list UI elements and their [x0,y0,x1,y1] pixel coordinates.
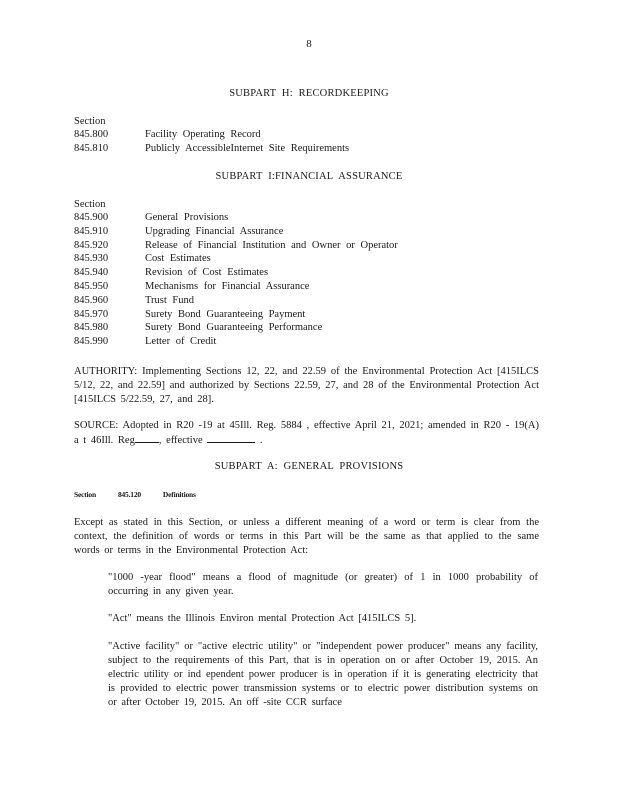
toc-section-number: 845.980 [74,322,109,334]
subpart-a-heading: SUBPART A: GENERAL PROVISIONS [214,461,404,472]
toc-row [74,128,554,142]
toc-section-title: Facility Operating Record [145,129,261,140]
section-title: Definitions [162,490,196,499]
toc-row [74,211,554,225]
blank-line [207,433,255,443]
toc-row [74,280,554,294]
toc-section-title: Trust Fund [145,294,195,306]
toc-section-number: 845.800 [74,129,109,140]
subpart-i-heading: SUBPART I:FINANCIAL ASSURANCE [215,171,403,182]
toc-row [74,142,554,156]
toc-row [74,308,554,322]
toc-section-title: Revision of Cost Estimates [145,267,269,279]
source-text-effective: , effective [158,435,203,446]
toc-section-number: 845.910 [74,225,109,237]
toc-section-title: General Provisions [145,212,229,223]
toc-section-number: 845.960 [74,294,109,306]
toc-row [74,225,554,239]
source-text-end: . [259,435,263,446]
authority-note: AUTHORITY: Implementing Sections 12, 22, and 22.59 of the Environmental Protection Act [415ILCS 5/12, 22, and 22.59] and authorized by Sections 22.59, 27, and 28 of the Environmental Protection Act [415ILCS 5/22.59, 27, and 28]. [74,366,539,405]
toc-section-title: Surety Bond Guaranteeing Payment [145,308,306,320]
page-number: 8 [306,38,312,50]
toc-section-number: 845.970 [74,308,109,320]
definition-item: "Act" means the Illinois Environ mental Protection Act [415ILCS 5]. [108,613,417,624]
subpart-h-toc [74,128,554,156]
subpart-h-heading: SUBPART H: RECORDKEEPING [229,88,389,99]
toc-section-title: Cost Estimates [145,253,211,265]
section-label: Section [74,490,96,499]
subpart-i-toc [74,211,554,349]
toc-row [74,266,554,280]
toc-section-number: 845.950 [74,280,109,292]
definition-item: "1000 -year flood" means a flood of magnitude (or greater) of 1 in 1000 probability of occurring in any given year. [108,572,538,597]
toc-section-number: 845.990 [74,336,109,348]
definition-item: "Active facility" or "active electric utility" or "independent power producer" means any facility, subject to the requirements of this Part, that is in operation on or after October 19, 2015. An electric utility or ind ependent power producer is in operation if it is generating electricity that is provided to electric power transmission systems or to electric power distribution systems on or after October 19, 2015. An off -site CCR surface [108,641,538,708]
source-text: SOURCE: Adopted in R20 -19 at 45Ill. Reg. 5884 , effective April 21, 2021; amended in R20 - 19(A) a t 46Ill. Reg [74,420,539,446]
toc-section-number: 845.900 [74,212,109,223]
section-number: 845.120 [117,490,141,499]
toc-section-title: Publicly AccessibleInternet Site Requirements [145,142,350,154]
toc-section-title: Upgrading Financial Assurance [145,225,284,237]
toc-row [74,294,554,308]
blank-line [135,433,159,443]
definitions-intro: Except as stated in this Section, or unless a different meaning of a word or term is clear from the context, the definition of words or terms in this Part will be the same as that applied to the same words or terms in the Environmental Protection Act: [74,517,539,556]
toc-section-title: Mechanisms for Financial Assurance [145,280,310,292]
toc-section-title: Letter of Credit [145,336,217,348]
toc-row [74,252,554,266]
toc-row [74,321,554,335]
toc-section-title: Surety Bond Guaranteeing Performance [145,322,323,334]
section-heading [74,490,218,499]
toc-section-number: 845.810 [74,142,109,154]
subpart-h-section-label: Section [74,116,106,127]
toc-section-number: 845.920 [74,239,109,251]
toc-row [74,239,554,253]
toc-section-number: 845.930 [74,253,109,265]
toc-section-number: 845.940 [74,267,109,279]
toc-section-title: Release of Financial Institution and Owner or Operator [145,239,398,251]
toc-row [74,335,554,349]
source-note [74,419,539,448]
subpart-i-section-label: Section [74,199,106,210]
